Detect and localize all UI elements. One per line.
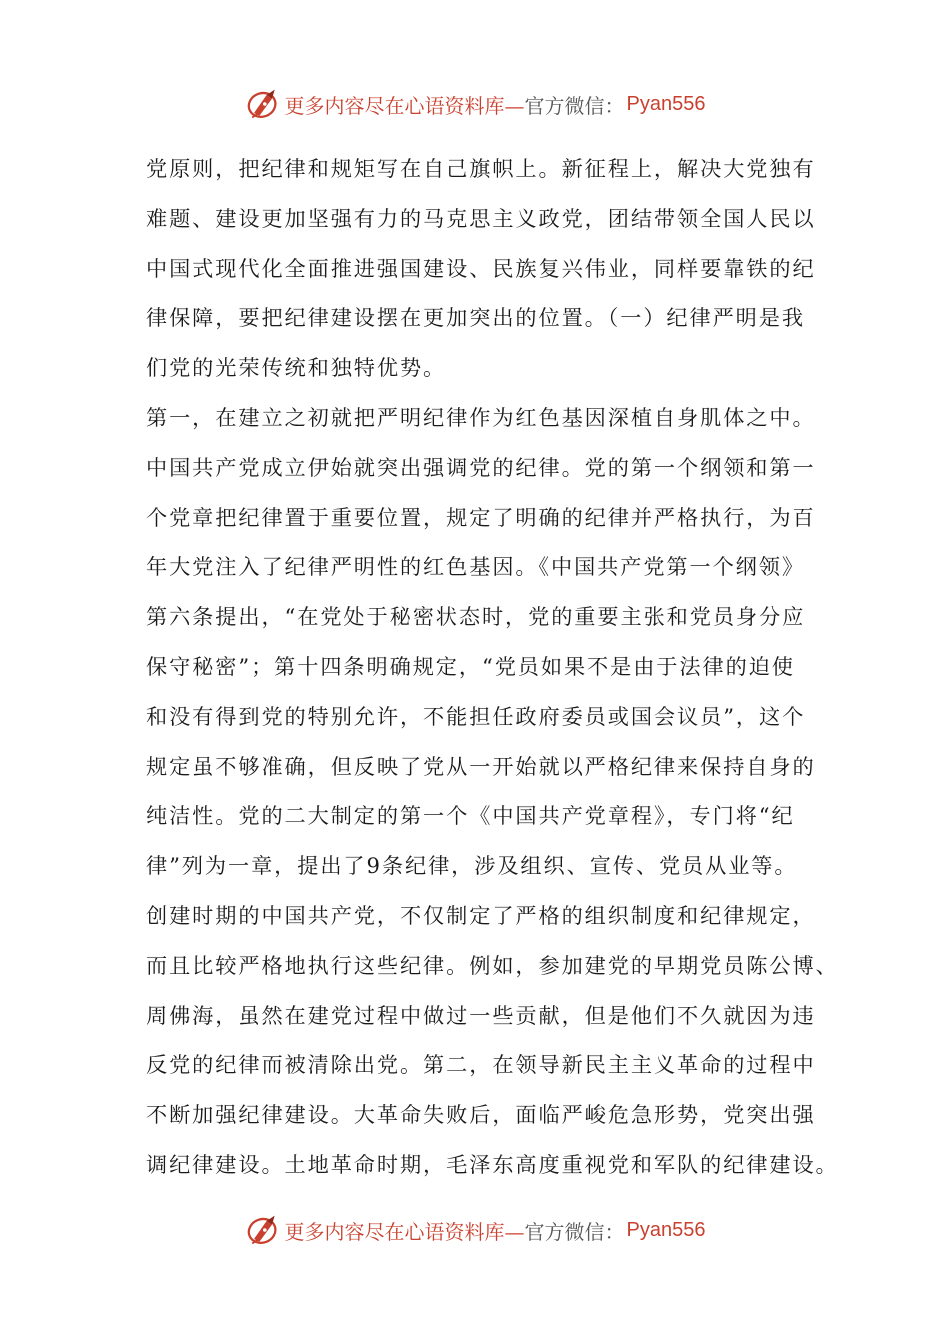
text-line: 调纪律建设。土地革命时期，毛泽东高度重视党和军队的纪律建设。 bbox=[146, 1151, 839, 1177]
watermark-site-text: 更多内容尽在心语资料库— bbox=[284, 1219, 525, 1244]
text-line: 个党章把纪律置于重要位置，规定了明确的纪律并严格执行，为百 bbox=[146, 504, 816, 530]
watermark-label: 官方微信： bbox=[524, 1219, 625, 1244]
watermark-site-text: 更多内容尽在心语资料库— bbox=[284, 93, 525, 118]
watermark-label: 官方微信： bbox=[524, 93, 625, 118]
text-line: 创建时期的中国共产党，不仅制定了严格的组织制度和纪律规定， bbox=[146, 902, 816, 928]
text-line: 规定虽不够准确，但反映了党从一开始就以严格纪律来保持自身的 bbox=[146, 753, 816, 779]
text-line: 年大党注入了纪律严明性的红色基因。《中国共产党第一个纲领》 bbox=[146, 554, 805, 580]
text-line: 中国共产党成立伊始就突出强调党的纪律。党的第一个纲领和第一 bbox=[146, 454, 816, 480]
text-line: 不断加强纪律建设。大革命失败后，面临严峻危急形势，党突出强 bbox=[146, 1102, 816, 1128]
text-line: 和没有得到党的特别允许，不能担任政府委员或国会议员”，这个 bbox=[146, 703, 806, 729]
text-line: 律保障，要把纪律建设摆在更加突出的位置。（一）纪律严明是我 bbox=[146, 305, 805, 331]
watermark-wechat-id: Pyan556 bbox=[626, 92, 706, 115]
text-line: 律”列为一章，提出了9条纪律，涉及组织、宣传、党员从业等。 bbox=[146, 853, 798, 879]
footer-watermark bbox=[0, 1210, 950, 1250]
header-watermark bbox=[0, 84, 950, 124]
text-line: 保守秘密”；第十四条明确规定，“党员如果不是由于法律的迫使 bbox=[146, 653, 795, 679]
document-body bbox=[146, 151, 839, 1197]
pen-nib-logo-icon bbox=[245, 1212, 281, 1248]
text-line: 第六条提出，“在党处于秘密状态时，党的重要主张和党员身分应 bbox=[146, 604, 806, 630]
text-line: 难题、建设更加坚强有力的马克思主义政党，团结带领全国人民以 bbox=[146, 205, 816, 231]
watermark-wechat-id: Pyan556 bbox=[626, 1218, 706, 1241]
text-line: 们党的光荣传统和独特优势。 bbox=[146, 355, 447, 381]
text-line: 反党的纪律而被清除出党。第二，在领导新民主主义革命的过程中 bbox=[146, 1052, 816, 1078]
text-line: 周佛海，虽然在建党过程中做过一些贡献，但是他们不久就因为违 bbox=[146, 1002, 816, 1028]
text-line: 纯洁性。党的二大制定的第一个《中国共产党章程》，专门将“纪 bbox=[146, 803, 795, 829]
text-line: 党原则，把纪律和规矩写在自己旗帜上。新征程上，解决大党独有 bbox=[146, 156, 816, 181]
text-line: 而且比较严格地执行这些纪律。例如，参加建党的早期党员陈公博、 bbox=[146, 952, 839, 978]
text-line: 中国式现代化全面推进强国建设、民族复兴伟业，同样要靠铁的纪 bbox=[146, 255, 816, 281]
text-line: 第一，在建立之初就把严明纪律作为红色基因深植自身肌体之中。 bbox=[146, 404, 816, 430]
pen-nib-logo-icon bbox=[245, 86, 281, 122]
